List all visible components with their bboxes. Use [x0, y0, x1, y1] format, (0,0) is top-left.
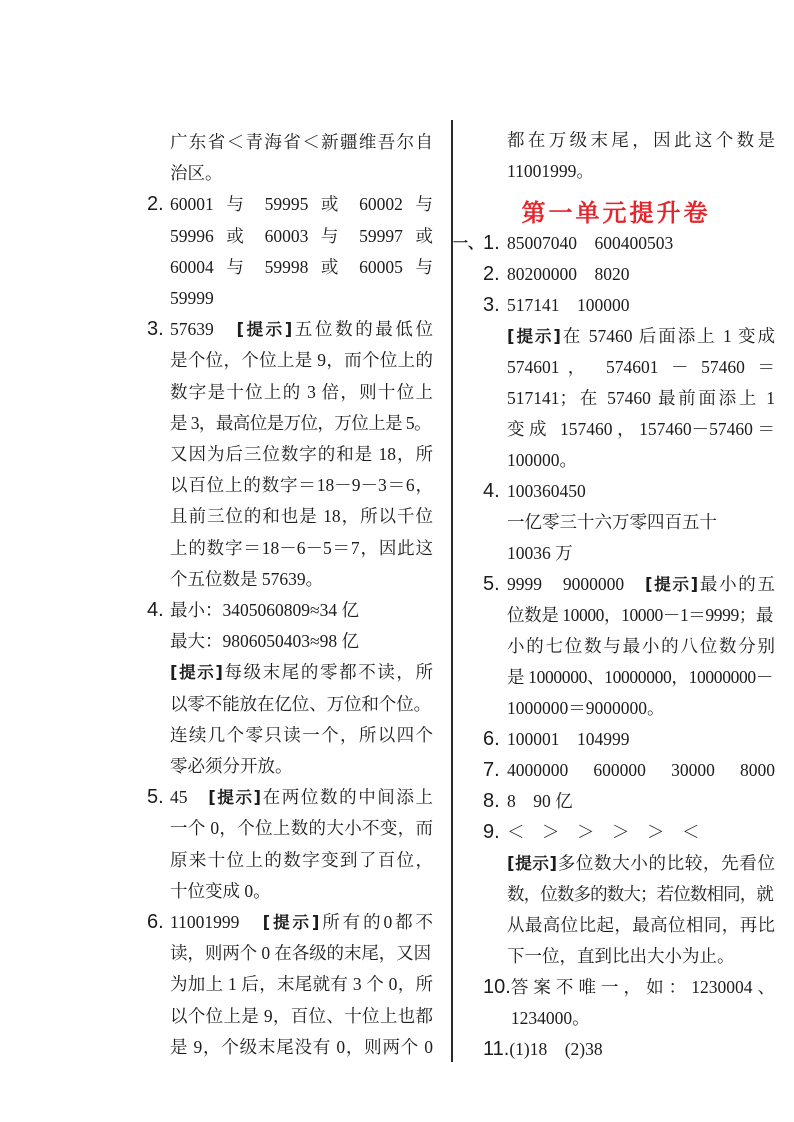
item-number: 7. [483, 759, 500, 781]
line-text: 是 1000000、10000000，10000000－ [507, 667, 773, 687]
text-line [507, 125, 775, 156]
line-text: 1000000＝9000000。 [507, 698, 665, 718]
hint-text: 所有的0都不 [319, 912, 433, 933]
line-text: 1234000。 [510, 1008, 590, 1028]
text-line [170, 377, 433, 408]
answer-item [147, 907, 433, 1063]
line-text: 4000000 600000 30000 8000 [507, 760, 775, 780]
text-line [507, 507, 775, 538]
text-line [507, 383, 775, 414]
item-number: 4. [483, 480, 500, 502]
paragraph [170, 595, 433, 626]
item-number: 2. [147, 193, 164, 216]
text-line [170, 720, 433, 751]
paragraph [507, 476, 775, 507]
hint-label: [提示] [645, 575, 699, 594]
answer-text [507, 724, 775, 755]
text-line [170, 345, 433, 376]
item-number: 8. [483, 790, 500, 812]
answer-item [147, 314, 433, 595]
text-line [509, 1034, 775, 1065]
paragraph [507, 786, 775, 817]
answer-item [483, 817, 775, 972]
text-line [507, 156, 775, 187]
hint-label: [提示] [170, 663, 223, 683]
text-line [507, 259, 775, 290]
hint-label: [提示] [507, 854, 558, 873]
paragraph [507, 228, 775, 259]
line-text: 下一位，直到比出大小为止。 [507, 946, 735, 966]
text-line [507, 662, 775, 693]
text-line [170, 813, 433, 844]
hint-label: [提示] [262, 913, 320, 933]
item-number: 11. [483, 1038, 510, 1060]
item-number: 4. [147, 599, 164, 622]
text-line [170, 626, 433, 657]
answer-item [147, 782, 433, 907]
section-heading: 第一单元提升卷 [521, 198, 711, 227]
paragraph [170, 907, 433, 1063]
text-line [507, 910, 775, 941]
text-line [170, 782, 433, 813]
answer-text [170, 189, 433, 314]
text-line [507, 941, 775, 972]
text-line [170, 439, 433, 470]
paragraph [507, 755, 775, 786]
line-text: 数，位数多的数大；若位数相同，就 [507, 884, 773, 904]
paragraph [507, 538, 775, 569]
text-line [511, 1003, 775, 1034]
line-text: 原来十位上的数字变到了百位， [170, 849, 433, 870]
paragraph [507, 569, 775, 724]
text-line [170, 689, 433, 720]
paragraph [507, 259, 775, 290]
line-text: 广东省＜青海省＜新疆维吾尔自 [170, 132, 433, 152]
line-text: 治区。 [170, 163, 223, 184]
answer-text [170, 127, 433, 189]
line-text: 是个位，个位上是 9，而个位上的 [170, 350, 433, 371]
item-number: 3. [483, 294, 500, 316]
answer-list [147, 127, 433, 1063]
text-line [507, 724, 775, 755]
continued-answer-list [483, 125, 775, 187]
item-number: 1. [483, 232, 500, 254]
paragraph [507, 125, 775, 187]
line-text: 一个 0，个位上数的大小不变，而 [170, 818, 433, 839]
hint-text: 每级末尾的零都不读，所 [222, 662, 433, 683]
line-text: 又因为后三位数字的和是 18，所 [170, 444, 433, 465]
answer-text [507, 569, 775, 724]
answer-item [483, 1034, 775, 1065]
item-number: 3. [147, 318, 164, 341]
line-text: 59999 [170, 288, 214, 309]
line-text: 11001999。 [507, 161, 594, 181]
answer-value: 11001999 [170, 912, 263, 933]
hint-line [170, 912, 433, 932]
paragraph [507, 290, 775, 321]
text-line [507, 755, 775, 786]
right-column [453, 125, 776, 1065]
text-line [170, 907, 433, 938]
line-text: 零必须分开放。 [170, 756, 293, 777]
paragraph [507, 724, 775, 755]
answer-item [483, 476, 775, 569]
text-line [507, 414, 775, 445]
line-text: 最大：9806050403≈98 亿 [170, 631, 359, 652]
answer-item [147, 189, 433, 314]
text-line [507, 600, 775, 631]
line-text: 517141 100000 [507, 295, 630, 315]
answer-text [170, 907, 433, 1063]
item-number: 6. [147, 911, 164, 934]
hint-label: [提示] [507, 327, 561, 346]
answer-text [507, 476, 775, 569]
text-line [507, 848, 775, 879]
text-line [507, 693, 775, 724]
line-text: 60001 与 59995 或 60002 与 [170, 194, 433, 215]
line-text: 且前三位的和也是 18，所以千位 [170, 506, 433, 527]
line-text: 连续几个零只读一个，所以四个 [170, 724, 433, 745]
item-number: 6. [483, 728, 500, 750]
text-line [170, 501, 433, 532]
paragraph [507, 848, 775, 972]
answer-item [483, 786, 775, 817]
answer-text [170, 595, 433, 782]
line-text: 一亿零三十六万零四百五十 [507, 512, 717, 532]
text-line [170, 127, 433, 158]
line-text: 以百位上的数字＝18－9－3＝6， [170, 475, 433, 496]
paragraph [509, 1034, 775, 1065]
continued-text [147, 127, 433, 189]
line-text: 100360450 [507, 481, 586, 501]
line-text: 100001 104999 [507, 729, 630, 749]
answer-text [509, 1034, 775, 1065]
left-column [147, 127, 433, 1063]
paragraph [170, 127, 433, 189]
line-text: 位数是 10000，10000－1＝9999；最 [507, 605, 773, 625]
line-text: 答案不唯一，如：1230004、 [510, 977, 775, 997]
text-line [507, 476, 775, 507]
paragraph [170, 626, 433, 657]
text-line [507, 569, 775, 600]
answer-item [483, 259, 775, 290]
text-line [170, 470, 433, 501]
line-text: 60004 与 59998 或 60005 与 [170, 256, 433, 277]
text-line [170, 595, 433, 626]
text-line [507, 817, 775, 848]
hint-text: 多位数大小的比较，先看位 [557, 853, 776, 873]
line-text: 574601， 574601 － 57460 ＝ [507, 357, 775, 377]
item-number: 5. [147, 786, 164, 809]
text-line [170, 876, 433, 907]
answer-text [507, 259, 775, 290]
line-text: 517141；在 57460 最前面添上 1 [507, 388, 775, 408]
answer-item [483, 972, 775, 1034]
line-text: ＜ ＞ ＞ ＞ ＞ ＜ [507, 822, 700, 842]
hint-line [507, 853, 775, 873]
answer-value: 57639 [170, 319, 237, 340]
answer-text [507, 786, 775, 817]
text-line [170, 189, 433, 220]
hint-text: 最小的五 [698, 574, 776, 594]
text-line [170, 969, 433, 1000]
paragraph [511, 972, 775, 1034]
hint-text: 在两位数的中间添上 [261, 787, 433, 808]
text-line [507, 321, 775, 352]
line-text: 数字是十位上的 3 倍，则十位上 [170, 381, 433, 402]
answer-list [453, 228, 776, 1065]
answer-text [170, 314, 433, 595]
text-line [170, 657, 433, 688]
line-text: 59996 或 60003 与 59997 或 [170, 225, 433, 246]
column-divider [451, 120, 453, 1062]
line-text: 读，则两个 0 在各级的末尾，又因 [170, 943, 431, 964]
paragraph [170, 657, 433, 782]
item-number: 9. [483, 821, 500, 843]
text-line [170, 1001, 433, 1032]
line-text: 100000。 [507, 450, 577, 470]
line-text: 是 3，最高位是万位，万位上是 5。 [170, 412, 431, 433]
hint-line [507, 574, 775, 594]
text-line [170, 1032, 433, 1063]
text-line [507, 538, 775, 569]
line-text: 80200000 8020 [507, 264, 630, 284]
line-text: 为加上 1 后，末尾就有 3 个 0，所 [170, 974, 433, 995]
answer-item [483, 755, 775, 786]
line-text: 十位变成 0。 [170, 880, 271, 901]
text-line [170, 751, 433, 782]
text-line [170, 283, 433, 314]
line-text: 都在万级末尾，因此这个数是 [507, 130, 775, 150]
continued-text [483, 125, 775, 187]
answer-text [511, 972, 775, 1034]
line-text: 10036 万 [507, 543, 573, 563]
paragraph [507, 817, 775, 848]
text-line [170, 408, 433, 439]
text-line [170, 533, 433, 564]
item-number: 5. [483, 573, 500, 595]
answer-item [483, 569, 775, 724]
line-text: 最小：3405060809≈34 亿 [170, 600, 359, 621]
answer-text [507, 817, 775, 972]
text-line [507, 631, 775, 662]
text-line [507, 290, 775, 321]
text-line [170, 938, 433, 969]
text-line [507, 879, 775, 910]
hint-line [170, 662, 433, 682]
text-line [170, 252, 433, 283]
text-line [511, 972, 775, 1003]
line-text: 小的七位数与最小的八位数分别 [507, 636, 775, 656]
text-line [170, 158, 433, 189]
answer-item [483, 724, 775, 755]
text-line [507, 228, 775, 259]
answer-text [507, 755, 775, 786]
hint-line [170, 787, 433, 807]
hint-line [170, 319, 433, 339]
line-text: 是 9，个级末尾没有 0，则两个 0 [170, 1036, 433, 1057]
line-text: 85007040 600400503 [507, 233, 674, 253]
answer-text [507, 125, 775, 187]
answer-value: 9999 9000000 [507, 574, 646, 594]
paragraph [170, 314, 433, 595]
hint-label: [提示] [236, 320, 293, 340]
answer-item [147, 595, 433, 782]
answer-text [507, 290, 775, 476]
text-line [170, 845, 433, 876]
hint-label: [提示] [208, 788, 262, 808]
line-text: 以个位上是 9，百位、十位上也都 [170, 1005, 433, 1026]
answer-item [483, 290, 775, 476]
answer-item [453, 228, 775, 259]
paragraph [170, 189, 433, 314]
paragraph [507, 321, 775, 476]
answer-text [170, 782, 433, 907]
answer-text [507, 228, 775, 259]
line-text: (1)18 (2)38 [509, 1039, 603, 1059]
section-marker: 一、 [453, 234, 484, 252]
hint-text: 在 57460 后面添上 1 变成 [560, 326, 776, 346]
line-text: 以零不能放在亿位、万位和个位。 [170, 693, 431, 714]
item-number: 10. [483, 976, 511, 998]
line-text: 变成 157460，157460－57460＝ [507, 419, 775, 439]
item-number: 2. [483, 263, 500, 285]
text-line [170, 221, 433, 252]
line-text: 个五位数是 57639。 [170, 568, 324, 589]
text-line [170, 564, 433, 595]
hint-text: 五位数的最低位 [292, 319, 434, 340]
line-text: 8 90 亿 [507, 791, 573, 811]
text-line [507, 445, 775, 476]
paragraph [507, 507, 775, 538]
line-text: 上的数字＝18－6－5＝7，因此这 [170, 537, 433, 558]
hint-line [507, 326, 775, 346]
text-line [170, 314, 433, 345]
line-text: 从最高位比起，最高位相同，再比 [507, 915, 775, 935]
paragraph [170, 782, 433, 907]
text-line [507, 352, 775, 383]
answer-value: 45 [170, 787, 209, 808]
text-line [507, 786, 775, 817]
